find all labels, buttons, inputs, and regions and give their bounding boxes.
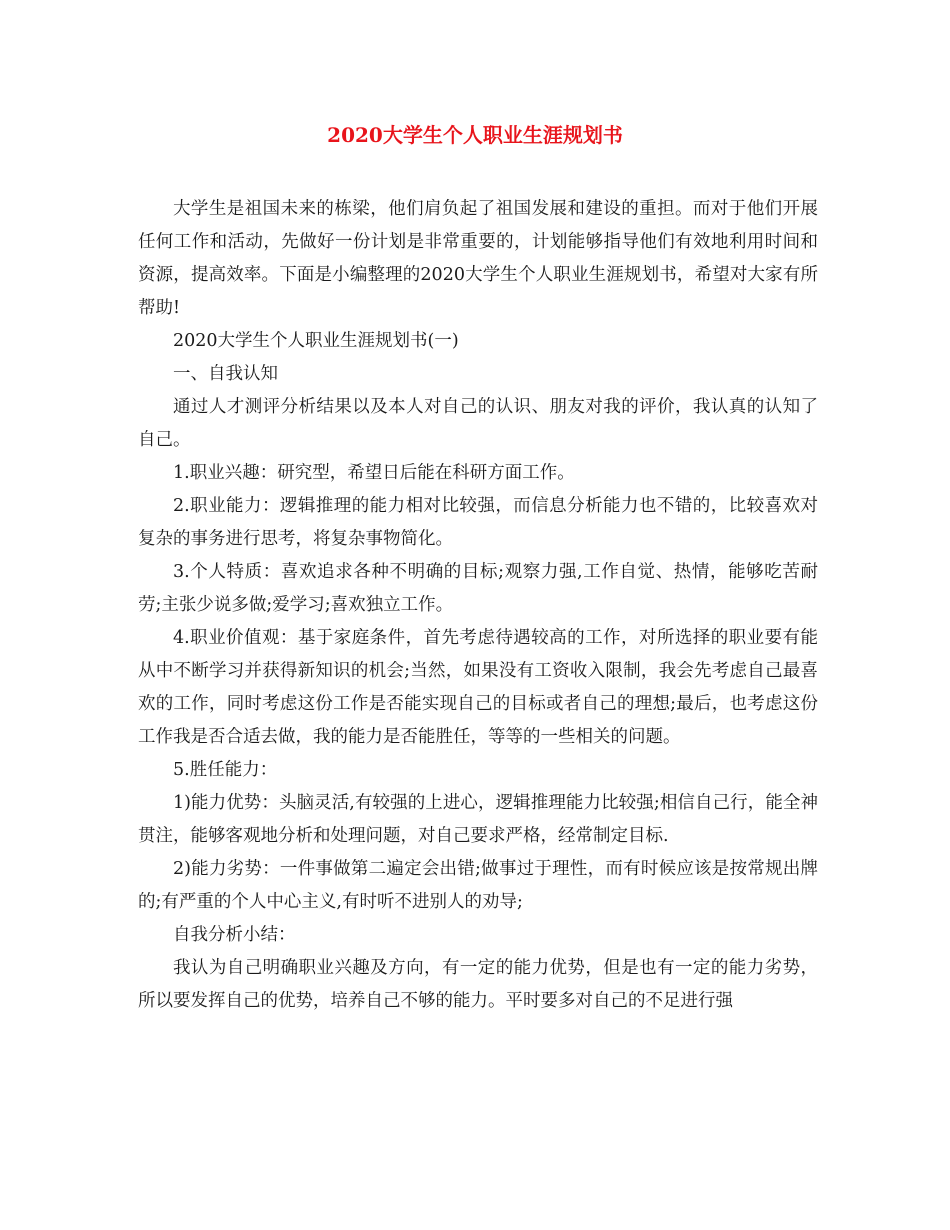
list-item-competence: 5.胜任能力： [173,760,278,780]
list-item-career-interest: 1.职业兴趣：研究型，希望日后能在科研方面工作。 [173,463,575,483]
document-body [138,193,818,1018]
sub-item-strengths: 1)能力优势：头脑灵活,有较强的上进心，逻辑推理能力比较强;相信自己行，能全神贯注，能够客观地分析和处理问题，对自己要求严格，经常制定目标. [138,793,818,846]
section-heading-self-awareness: 一、自我认知 [173,364,278,384]
sub-item-weaknesses: 2)能力劣势：一件事做第二遍定会出错;做事过于理性，而有时候应该是按常规出牌的;有严重的个人中心主义,有时听不进别人的劝导; [138,859,818,912]
paragraph-summary: 我认为自己明确职业兴趣及方向，有一定的能力优势，但是也有一定的能力劣势，所以要发挥自己的优势，培养自己不够的能力。平时要多对自己的不足进行强 [138,958,818,1011]
summary-heading: 自我分析小结： [173,925,296,945]
list-item-career-values: 4.职业价值观：基于家庭条件，首先考虑待遇较高的工作，对所选择的职业要有能从中不断学习并获得新知识的机会;当然，如果没有工资收入限制，我会先考虑自己最喜欢的工作，同时考虑这份工作是否能实现自己的目标或者自己的理想;最后，也考虑这份工作我是否合适去做，我的能力是否能胜任，等等的一些相关的问题。 [138,628,818,747]
paragraph-intro: 大学生是祖国未来的栋梁，他们肩负起了祖国发展和建设的重担。而对于他们开展任何工作和活动，先做好一份计划是非常重要的，计划能够指导他们有效地利用时间和资源，提高效率。下面是小编整理的2020大学生个人职业生涯规划书，希望对大家有所帮助! [138,199,818,318]
list-item-personal-traits: 3.个人特质：喜欢追求各种不明确的目标;观察力强,工作自觉、热情，能够吃苦耐劳;主张少说多做;爱学习;喜欢独立工作。 [138,562,818,615]
list-item-career-ability: 2.职业能力：逻辑推理的能力相对比较强，而信息分析能力也不错的，比较喜欢对复杂的事务进行思考，将复杂事物简化。 [138,496,818,549]
paragraph-subtitle: 2020大学生个人职业生涯规划书(一) [173,331,459,351]
document-title: 2020大学生个人职业生涯规划书 [327,123,623,147]
paragraph-self-awareness: 通过人才测评分析结果以及本人对自己的认识、朋友对我的评价，我认真的认知了自己。 [138,397,818,450]
